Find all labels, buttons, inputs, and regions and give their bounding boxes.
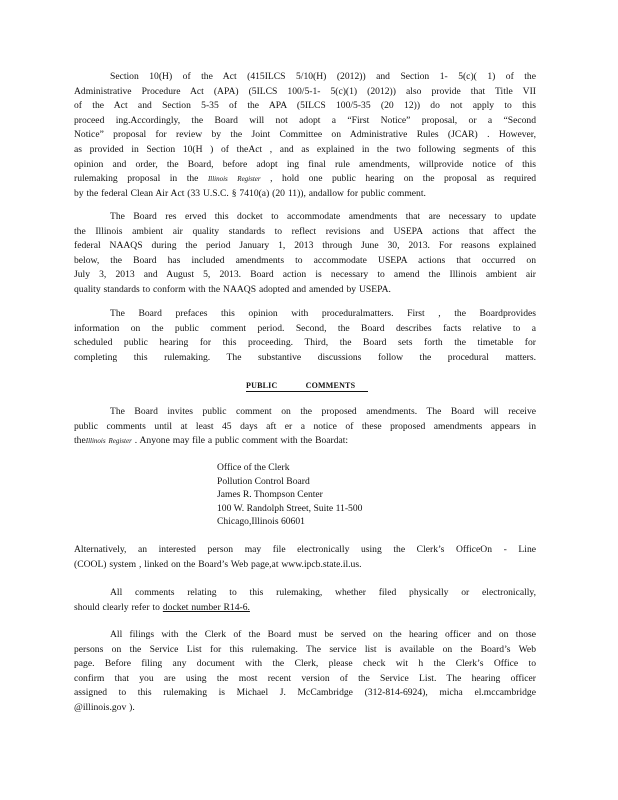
text-line: Alternatively, an interested person may file electronically using the Clerk’s OfficeOn - Line xyxy=(74,544,536,555)
text-line: quality standards to conform with the NAAQS adopted and amended by USEPA. xyxy=(74,283,391,295)
paragraph-preface xyxy=(74,307,536,365)
paragraph-service-list xyxy=(74,628,536,716)
text-segment: the xyxy=(74,435,86,447)
italic-illinois: Illinois xyxy=(85,437,106,446)
text-line xyxy=(74,601,536,616)
text-line: below, the Board has included amendments to accommodate USEPA actions that occurred on xyxy=(74,254,536,266)
text-line xyxy=(74,434,536,449)
text-line: the Illinois ambient air quality standards to reflect revisions and USEPA actions that affect the xyxy=(74,225,536,237)
italic-illinois: Illinois xyxy=(207,175,228,184)
italic-register: Register xyxy=(108,437,132,446)
text-line: as provided in Section 10(H ) of theAct , and as explained in the two following segments of this xyxy=(74,143,536,155)
paragraph-invites-comment xyxy=(74,405,536,449)
address-line: Chicago,Illinois 60601 xyxy=(217,516,305,528)
address-line: Pollution Control Board xyxy=(217,475,310,487)
paragraph-procedure-act xyxy=(74,70,536,201)
text-line: Section 10(H) of the Act (415ILCS 5/10(H) (2012)) and Section 1- 5(c)( 1) of the xyxy=(110,71,536,82)
text-line: completing this rulemaking. The substantive discussions follow the procedural matters. xyxy=(74,351,536,363)
text-line: persons on the Service List for this rulemaking. The service list is available on the Board’s Web xyxy=(74,643,536,655)
text-line: opinion and order, the Board, before adopt ing final rule amendments, willprovide notice of this xyxy=(74,158,536,170)
text-line: The Board prefaces this opinion with proceduralmatters. First , the Boardprovides xyxy=(110,308,536,319)
text-line: scheduled public hearing for this proceeding. Third, the Board sets forth the timetable for xyxy=(74,337,536,349)
text-segment: . Anyone may file a public comment with the Boardat: xyxy=(134,435,349,447)
text-line: federal NAAQS during the period January 1, 2013 through June 30, 2013. For reasons explained xyxy=(74,240,536,252)
text-line: of the Act and Section 5-35 of the APA (5ILCS 100/5-35 (20 12)) do not apply to this xyxy=(74,100,536,112)
text-line: proceed ing.Accordingly, the Board will not adopt a “First Notice” proposal, or a “Second xyxy=(74,114,536,126)
italic-register: Register xyxy=(237,175,261,184)
text-line: July 3, 2013 and August 5, 2013. Board action is necessary to amend the Illinois ambient air xyxy=(74,269,536,281)
text-segment: rulemaking proposal in the xyxy=(74,173,199,185)
text-segment: , hold one public hearing on the proposal as required xyxy=(270,173,537,185)
text-line: assigned to this rulemaking is Michael J. McCambridge (312-814-6924), micha el.mccambridge xyxy=(74,687,536,699)
text-line: by the federal Clean Air Act (33 U.S.C. § 7410(a) (20 11)), andallow for public comment. xyxy=(74,187,426,199)
address-line: James R. Thompson Center xyxy=(217,489,323,501)
text-line xyxy=(74,172,536,187)
text-line: The Board res erved this docket to accommodate amendments that are necessary to update xyxy=(110,211,536,222)
text-line: Administrative Procedure Act (APA) (5ILCS 100/5-1- 5(c)(1) (2012)) also provide that Title VII xyxy=(74,85,536,97)
text-line: confirm that you are using the most recent version of the Service List. The hearing officer xyxy=(74,672,536,684)
paragraph-comments-docket xyxy=(74,586,536,615)
paragraph-electronic-filing xyxy=(74,543,536,572)
text-line: All filings with the Clerk of the Board must be served on the hearing officer and on those xyxy=(110,629,536,640)
text-line: public comments until at least 45 days aft er a notice of these proposed amendments appears in xyxy=(74,420,536,432)
address-line: 100 W. Randolph Street, Suite 11-500 xyxy=(217,502,363,514)
text-segment: should clearly refer to xyxy=(74,601,160,613)
text-line: Notice” proposal for review by the Joint Committee on Administrative Rules (JCAR) . However, xyxy=(74,129,536,141)
text-line: @illinois.gov ). xyxy=(74,701,135,713)
clerk-address-block xyxy=(217,461,457,529)
docket-number-link[interactable]: docket number R14-6. xyxy=(162,601,250,613)
text-line: The Board invites public comment on the proposed amendments. The Board will receive xyxy=(110,406,536,417)
text-line: page. Before filing any document with the Clerk, please check wit h the Clerk’s Office to xyxy=(74,658,536,670)
section-heading-public-comments: PUBLIC COMMENTS xyxy=(246,381,368,392)
address-line: Office of the Clerk xyxy=(217,462,290,473)
text-line: (COOL) system , linked on the Board’s Web page,at www.ipcb.state.il.us. xyxy=(74,558,362,570)
text-line: information on the public comment period. Second, the Board describes facts relative to a xyxy=(74,322,536,334)
paragraph-docket-reserved xyxy=(74,210,536,298)
text-line: All comments relating to this rulemaking, whether filed physically or electronically, xyxy=(110,587,536,598)
